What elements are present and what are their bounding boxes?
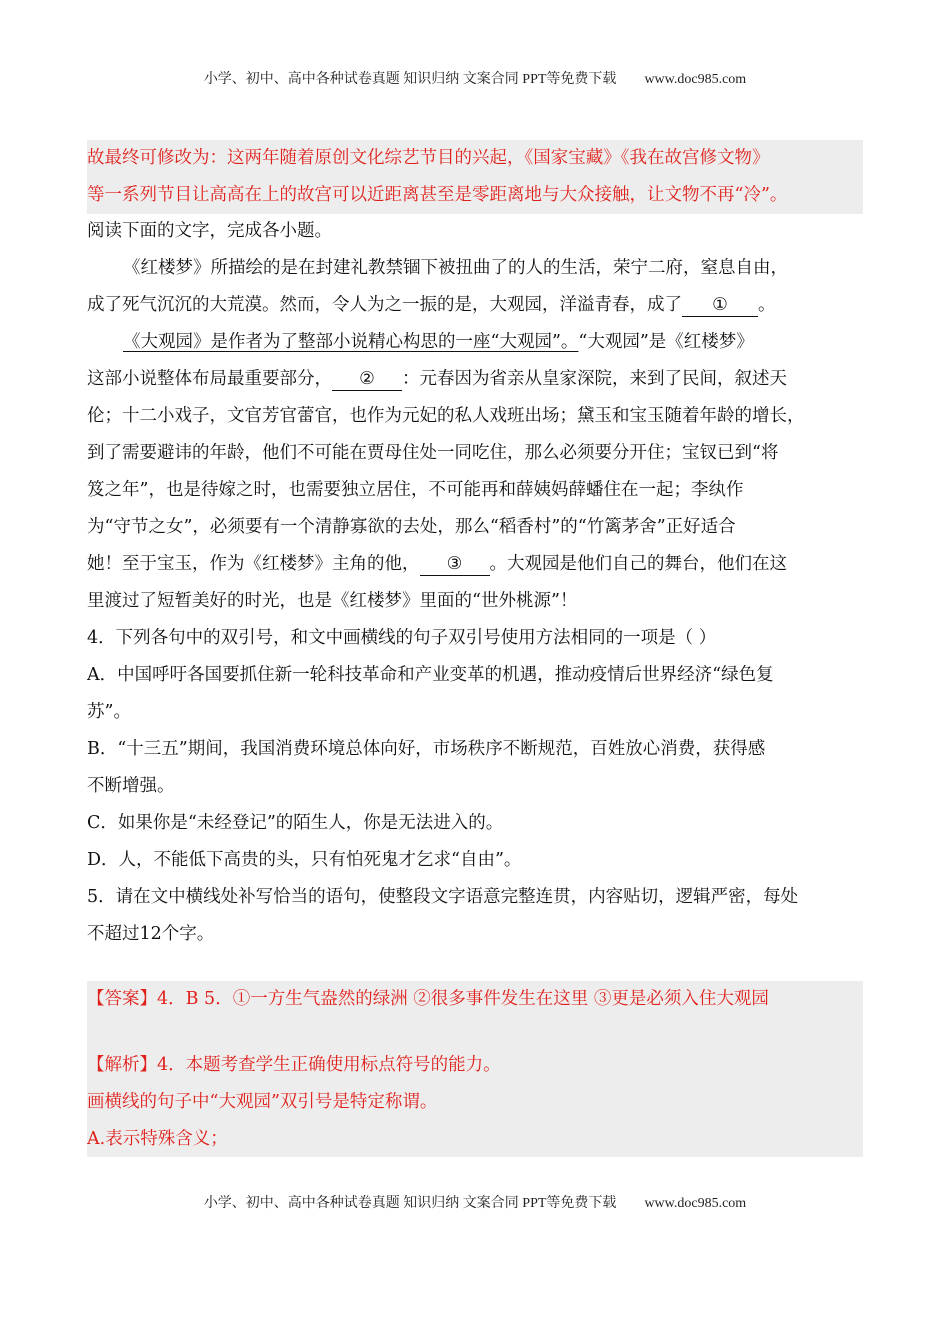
passage-p2-line-4: 到了需要避讳的年龄，他们不可能在贾母住处一同吃住，那么必须要分开住；宝钗已到“将 (87, 443, 779, 463)
analysis-line-3: A.表示特殊含义； (87, 1129, 228, 1149)
page-footer (0, 1192, 950, 1212)
option-a-line-2: 苏”。 (87, 702, 131, 722)
passage-text: ：元春因为省亲从皇家深院，来到了民间，叙述天 (402, 369, 787, 389)
passage-text: 她！至于宝玉，作为《红楼梦》主角的他， (87, 554, 420, 574)
option-d: D．人，不能低下高贵的头，只有怕死鬼才乞求“自由”。 (87, 850, 522, 870)
header-site[interactable]: www.doc985.com (644, 72, 747, 87)
option-b-line-1: B．“十三五”期间，我国消费环境总体向好，市场秩序不断规范，百姓放心消费，获得感 (87, 739, 766, 759)
question-5-line-1: 5．请在文中横线处补写恰当的语句，使整段文字语意完整连贯，内容贴切，逻辑严密，每处 (87, 887, 799, 907)
passage-p2-line-2 (87, 361, 863, 398)
blank-2: ② (332, 368, 402, 391)
header-text: 小学、初中、高中各种试卷真题 知识归纳 文案合同 PPT等免费下载 (203, 72, 617, 87)
answer-line: 【答案】4．B 5．①一方生气盎然的绿洲 ②很多事件发生在这里 ③更是必须入住大观园 (87, 989, 769, 1009)
option-c: C．如果你是“未经登记”的陌生人，你是无法进入的。 (87, 813, 504, 833)
analysis-line-2: 画横线的句子中“大观园”双引号是特定称谓。 (87, 1092, 438, 1112)
page-header (0, 68, 950, 88)
prev-answer-line-2: 等一系列节目让高高在上的故宫可以近距离甚至是零距离地与大众接触，让文物不再“冷”。 (87, 177, 863, 214)
question-5-line-2: 不超过12个字。 (87, 924, 215, 944)
previous-answer-block (87, 140, 863, 214)
prev-answer-line-1: 故最终可修改为：这两年随着原创文化综艺节目的兴起，《国家宝藏》《我在故宫修文物》 (87, 140, 863, 177)
passage-text: 。大观园是他们自己的舞台，他们在这 (489, 554, 787, 574)
passage-p2-line-6: 为“守节之女”，必须要有一个清静寡欲的去处，那么“稻香村”的“竹篱茅舍”正好适合 (87, 517, 736, 537)
underlined-sentence: 《大观园》是作者为了整部小说精心构思的一座“大观园”。 (123, 332, 579, 352)
question-block (87, 213, 863, 953)
blank-1: ① (682, 294, 758, 317)
analysis-line: 【解析】4．本题考查学生正确使用标点符号的能力。 (87, 1055, 501, 1075)
answer-block (87, 981, 863, 1158)
option-b-line-2: 不断增强。 (87, 776, 175, 796)
footer-text: 小学、初中、高中各种试卷真题 知识归纳 文案合同 PPT等免费下载 (203, 1196, 617, 1211)
passage-p2-line-1 (87, 324, 863, 361)
blank-3: ③ (420, 553, 490, 576)
answer-spacer (87, 1018, 863, 1047)
passage-p1-line-1: 《红楼梦》所描绘的是在封建礼教禁锢下被扭曲了的人的生活，荣宁二府，窒息自由， (123, 258, 788, 278)
option-a-line-1: A．中国呼吁各国要抓住新一轮科技革命和产业变革的机遇，推动疫情后世界经济“绿色复 (87, 665, 774, 685)
question-4-stem: 4．下列各句中的双引号，和文中画横线的句子双引号使用方法相同的一项是（ ） (87, 628, 717, 648)
passage-text: “大观园”是《红楼梦》 (578, 332, 754, 352)
passage-p2-line-5: 笈之年”，也是待嫁之时，也需要独立居住，不可能再和薛姨妈薛蟠住在一起；李纨作 (87, 480, 744, 500)
instruction: 阅读下面的文字，完成各小题。 (87, 221, 332, 241)
passage-p1-line-2 (87, 287, 863, 324)
footer-site[interactable]: www.doc985.com (644, 1196, 747, 1211)
passage-text: 成了死气沉沉的大荒漠。然而，令人为之一振的是，大观园，洋溢青春，成了 (87, 295, 682, 315)
passage-text: 。 (758, 295, 776, 315)
passage-p2-line-7 (87, 546, 863, 583)
passage-p2-line-3: 伦；十二小戏子，文官芳官蕾官，也作为元妃的私人戏班出场；黛玉和宝玉随着年龄的增长， (87, 406, 805, 426)
passage-text: 这部小说整体布局最重要部分， (87, 369, 332, 389)
passage-p2-line-8: 里渡过了短暂美好的时光，也是《红楼梦》里面的“世外桃源”！ (87, 591, 578, 611)
